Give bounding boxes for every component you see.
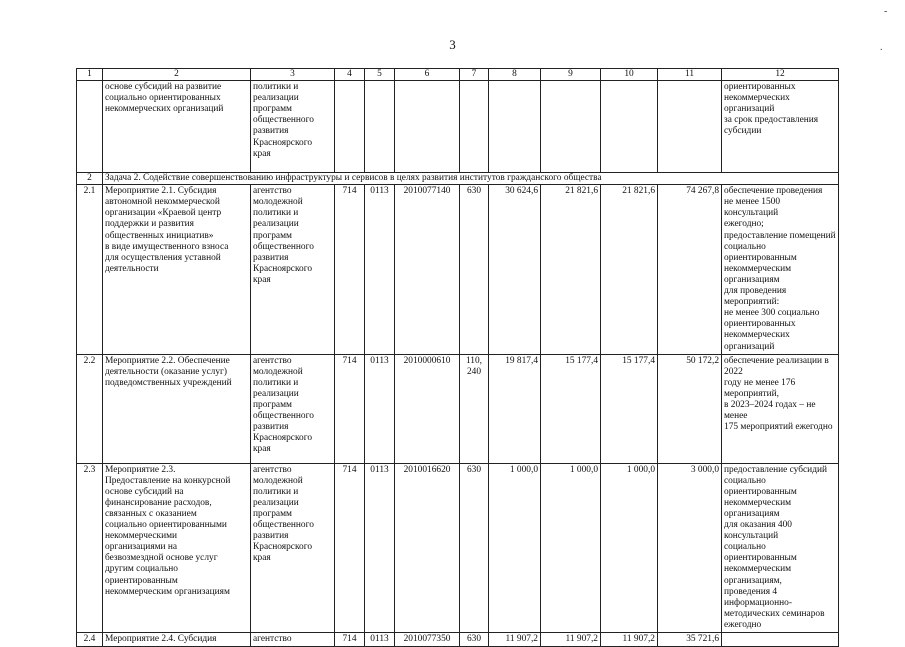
grbs-code-cell: 714: [335, 633, 365, 647]
amount-2024-cell: 1 000,0: [601, 463, 658, 632]
expected-result-cell: обеспечение проведения не менее 1500 консультаций ежегодно; предоставление помещений социально ориентированным некоммерческим организациям для проведения мероприятий: не менее 300 социально ориентированных некоммерческих организаций: [722, 185, 839, 354]
column-header: 6: [395, 69, 460, 81]
amount-2023-cell: 1 000,0: [541, 463, 601, 632]
section-title-cell: Задача 2. Содействие совершенствованию инфраструктуры и сервисов в целях развития институтов гражданского общества: [103, 173, 839, 185]
measure-name-cell: основе субсидий на развитие социально ориентированных некоммерческих организаций: [103, 81, 251, 173]
expense-type-cell: 630: [460, 633, 489, 647]
expected-result-cell: [722, 633, 839, 647]
grbs-code-cell: 714: [335, 463, 365, 632]
row-number-cell: 2.4: [77, 633, 103, 647]
page-number: 3: [449, 37, 456, 52]
column-header: 5: [365, 69, 395, 81]
program-measures-table: [76, 68, 839, 647]
amount-total-cell: 3 000,0: [658, 463, 722, 632]
amount-2023-cell: 11 907,2: [541, 633, 601, 647]
section-code-cell: 0113: [365, 633, 395, 647]
column-header: 1: [77, 69, 103, 81]
amount-total-cell: [658, 81, 722, 173]
column-header: 2: [103, 69, 251, 81]
section-code-cell: 0113: [365, 354, 395, 463]
expected-result-cell: предоставление субсидий социально ориентированным некоммерческим организациям для оказания 400 консультаций социально ориентированным некоммерческим организациям, проведения 4 информационно- методических семинаров ежегодно: [722, 463, 839, 632]
amount-total-cell: 50 172,2: [658, 354, 722, 463]
target-article-cell: [395, 81, 460, 173]
section-code-cell: 0113: [365, 185, 395, 354]
row-number-cell: 2.2: [77, 354, 103, 463]
column-header: 4: [335, 69, 365, 81]
corner-mark: -: [884, 6, 888, 17]
table-row: [77, 185, 839, 354]
amount-2022-cell: [489, 81, 541, 173]
column-header: 10: [601, 69, 658, 81]
amount-2023-cell: 21 821,6: [541, 185, 601, 354]
column-header: 11: [658, 69, 722, 81]
expected-result-cell: обеспечение реализации в 2022 году не менее 176 мероприятий, в 2023–2024 годах – не менее 175 мероприятий ежегодно: [722, 354, 839, 463]
executor-cell: агентство молодежной политики и реализации программ общественного развития Красноярского края: [251, 463, 335, 632]
measure-name-cell: Мероприятие 2.2. Обеспечение деятельности (оказание услуг) подведомственных учреждений: [103, 354, 251, 463]
amount-2023-cell: 15 177,4: [541, 354, 601, 463]
grbs-code-cell: 714: [335, 354, 365, 463]
target-article-cell: 2010077140: [395, 185, 460, 354]
column-header: 9: [541, 69, 601, 81]
section-row: [77, 173, 839, 185]
amount-2024-cell: [601, 81, 658, 173]
section-code-cell: [365, 81, 395, 173]
amount-2023-cell: [541, 81, 601, 173]
executor-cell: агентство молодежной политики и реализации программ общественного развития Красноярского края: [251, 185, 335, 354]
grbs-code-cell: [335, 81, 365, 173]
table-body: [77, 69, 839, 647]
target-article-cell: 2010000610: [395, 354, 460, 463]
column-header: 3: [251, 69, 335, 81]
row-number-cell: 2.3: [77, 463, 103, 632]
column-header: 8: [489, 69, 541, 81]
executor-cell: агентство: [251, 633, 335, 647]
target-article-cell: 2010077350: [395, 633, 460, 647]
row-number-cell: [77, 81, 103, 173]
grbs-code-cell: 714: [335, 185, 365, 354]
table-row: [77, 81, 839, 173]
measure-name-cell: Мероприятие 2.3. Предоставление на конкурсной основе субсидий на финансирование расходов, связанных с оказанием социально ориентированными некоммерческими организациями на безвозмездной основе услуг другим социально ориентированным некоммерческим организациям: [103, 463, 251, 632]
expected-result-cell: ориентированных некоммерческих организаций за срок предоставления субсидии: [722, 81, 839, 173]
corner-mark: .: [880, 42, 883, 53]
table-row: [77, 633, 839, 647]
expense-type-cell: 630: [460, 463, 489, 632]
column-header: 12: [722, 69, 839, 81]
target-article-cell: 2010016620: [395, 463, 460, 632]
table-row: [77, 354, 839, 463]
executor-cell: политики и реализации программ общественного развития Красноярского края: [251, 81, 335, 173]
amount-2024-cell: 15 177,4: [601, 354, 658, 463]
row-number-cell: 2.1: [77, 185, 103, 354]
amount-2024-cell: 11 907,2: [601, 633, 658, 647]
measure-name-cell: Мероприятие 2.4. Субсидия: [103, 633, 251, 647]
amount-2022-cell: 19 817,4: [489, 354, 541, 463]
table-row: [77, 463, 839, 632]
measure-name-cell: Мероприятие 2.1. Субсидия автономной некоммерческой организации «Краевой центр поддержки и развития общественных инициатив» в виде имущественного взноса для осуществления уставной деятельности: [103, 185, 251, 354]
amount-total-cell: 74 267,8: [658, 185, 722, 354]
section-number-cell: 2: [77, 173, 103, 185]
amount-total-cell: 35 721,6: [658, 633, 722, 647]
amount-2022-cell: 1 000,0: [489, 463, 541, 632]
section-code-cell: 0113: [365, 463, 395, 632]
header-row: [77, 69, 839, 81]
column-header: 7: [460, 69, 489, 81]
amount-2022-cell: 11 907,2: [489, 633, 541, 647]
expense-type-cell: 110, 240: [460, 354, 489, 463]
amount-2024-cell: 21 821,6: [601, 185, 658, 354]
expense-type-cell: 630: [460, 185, 489, 354]
executor-cell: агентство молодежной политики и реализации программ общественного развития Красноярского края: [251, 354, 335, 463]
expense-type-cell: [460, 81, 489, 173]
amount-2022-cell: 30 624,6: [489, 185, 541, 354]
